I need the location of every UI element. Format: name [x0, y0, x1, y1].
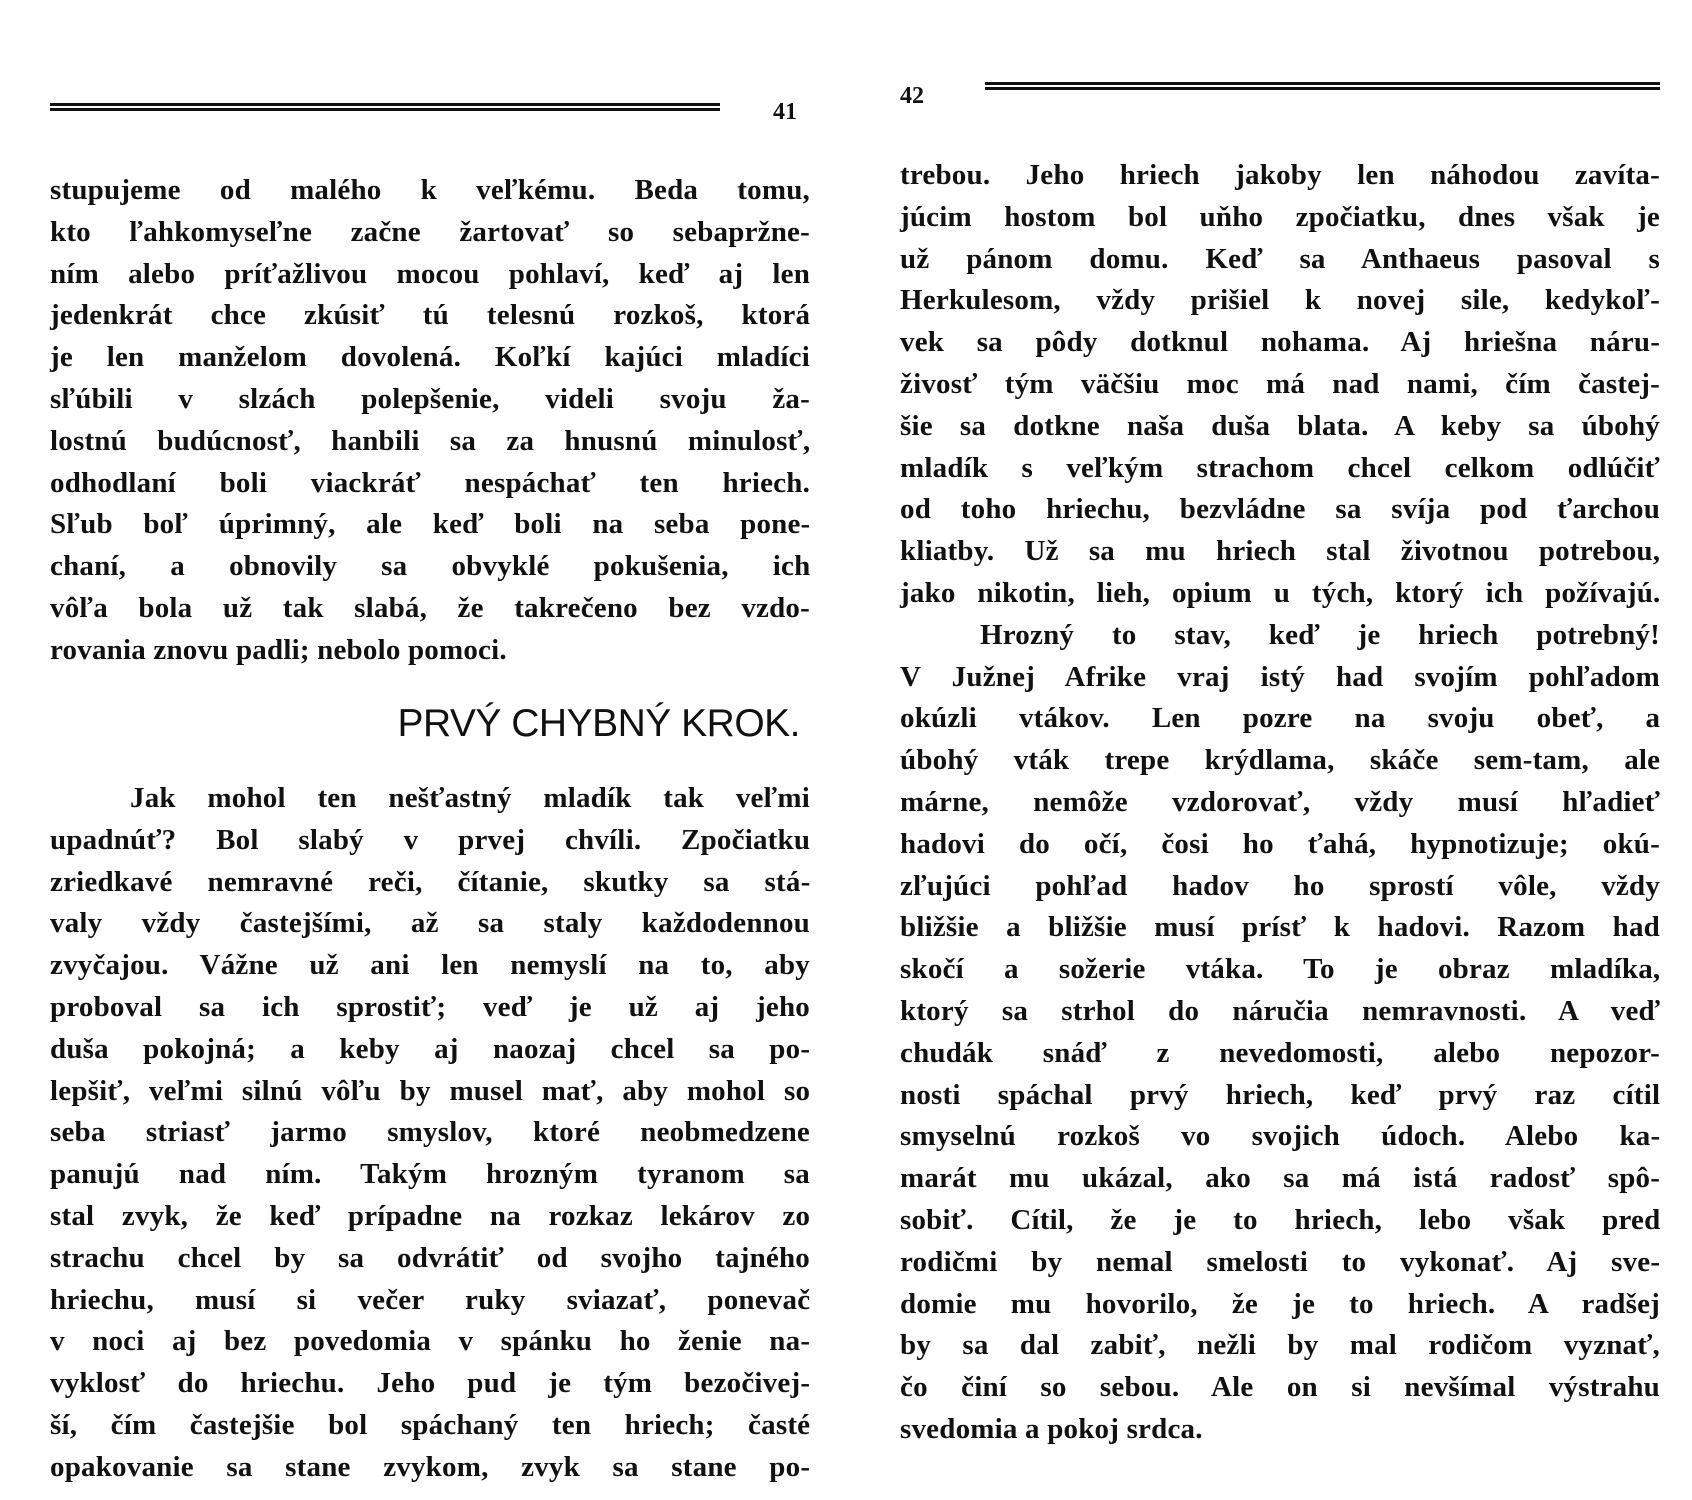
left-paragraph-1 — [50, 170, 810, 672]
text-line: sľúbili v slzách polepšenie, videli svoju ža- — [50, 382, 810, 415]
text-line: jako nikotin, lieh, opium u tých, ktorý ich požívajú. — [900, 576, 1661, 609]
text-line: mladík s veľkým strachom chcel celkom odlúčiť — [900, 451, 1660, 484]
text-line: už pánom domu. Keď sa Anthaeus pasoval s — [900, 242, 1660, 275]
text-line: trebou. Jeho hriech jakoby len náhodou zavíta- — [900, 159, 1660, 191]
text-line: chaní, a obnovily sa obvyklé pokušenia, ich — [50, 550, 811, 583]
text-line: Sľub boľ úprimný, ale keď boli na seba pone- — [50, 508, 811, 541]
text-line: ší, čím častejšie bol spáchaný ten hriech; časté — [50, 1408, 811, 1441]
text-line: panujú nad ním. Takým hrozným tyranom sa — [50, 1158, 810, 1191]
text-line: lostnú budúcnosť, hanbili sa za hnusnú minulosť, — [50, 424, 811, 457]
page-number: 41 — [773, 99, 797, 125]
text-line: upadnúť? Bol slabý v prvej chvíli. Zpočiatku — [50, 823, 811, 856]
text-line: od toho hriechu, bezvládne sa svíja pod ťarchou — [900, 493, 1661, 526]
text-line: V Južnej Afrike vraj istý had svojím pohľadom — [900, 660, 1660, 693]
text-line: Herkulesom, vždy prišiel k novej sile, kedykoľ- — [900, 284, 1660, 317]
text-line: odhodlaní boli viackráť nespáchať ten hriech. — [50, 466, 811, 499]
text-line: zľujúci pohľad hadov ho sprostí vôle, vždy — [900, 869, 1661, 902]
text-line: proboval sa ich sprostiť; veď je už aj jeho — [50, 990, 810, 1023]
text-line: vek sa pôdy dotknul nohama. Aj hriešna náru- — [900, 326, 1661, 359]
text-line: kto ľahkomyseľne začne žartovať so sebapržne- — [50, 215, 810, 248]
text-line: v noci aj bez povedomia v spánku ho ženie na- — [50, 1325, 811, 1358]
text-line: strachu chcel by sa odvrátiť od svojho tajného — [50, 1241, 810, 1274]
text-line: Hrozný to stav, keď je hriech potrebný! — [980, 618, 1660, 651]
text-line: smyselnú rozkoš vo svojich údoch. Alebo ka- — [900, 1120, 1661, 1153]
text-line: duša pokojná; a keby aj naozaj chcel sa po- — [50, 1032, 811, 1065]
text-line: šie sa dotkne naša duša blata. A keby sa úbohý — [900, 409, 1660, 442]
text-line: rovania znovu padli; nebolo pomoci. — [50, 633, 507, 666]
text-line: vyklosť do hriechu. Jeho pud je tým bezočivej- — [50, 1367, 811, 1400]
text-line: čo činí so sebou. Ale on si nevšímal výstrahu — [900, 1371, 1660, 1404]
text-line: bližšie a bližšie musí prísť k hadovi. Razom had — [900, 911, 1660, 944]
text-line: marát mu ukázal, ako sa má istá radosť spô- — [900, 1162, 1661, 1195]
text-line: lepšiť, veľmi silnú vôľu by musel mať, aby mohol so — [50, 1074, 811, 1107]
right-text — [900, 155, 1660, 1451]
text-line: rodičmi by nemal smelosti to vykonať. Aj sve- — [900, 1245, 1661, 1278]
text-line: zvyčajou. Vážne už ani len nemyslí na to, aby — [50, 949, 810, 982]
text-line: hriechu, musí si večer ruky sviazať, ponevač — [50, 1283, 811, 1316]
text-line: jedenkrát chce zkúsiť tú telesnú rozkoš, ktorá — [50, 299, 811, 332]
text-line: kliatby. Už sa mu hriech stal životnou potrebou, — [900, 535, 1661, 568]
text-line: úbohý vták trepe krýdlama, skáče sem-tam, ale — [900, 744, 1661, 777]
text-line: ním alebo príťažlivou mocou pohlaví, keď aj len — [50, 257, 811, 290]
text-line: márne, nemôže vzdorovať, vždy musí hľadieť — [900, 785, 1661, 818]
text-line: svedomia a pokoj srdca. — [900, 1412, 1203, 1445]
text-line: hadovi do očí, čosi ho ťahá, hypnotizuje; okú- — [900, 827, 1660, 860]
text-line: valy vždy častejšími, až sa staly každodennou — [50, 907, 810, 940]
text-line: domie mu hovorilo, že je to hriech. A radšej — [900, 1287, 1660, 1320]
text-line: nosti spáchal prvý hriech, keď prvý raz cítil — [900, 1078, 1661, 1111]
text-line: je len manželom dovolená. Koľkí kajúci mladíci — [50, 341, 810, 374]
text-line: skočí a sožerie vtáka. To je obraz mladíka, — [900, 953, 1661, 986]
page-number: 42 — [900, 83, 924, 109]
header-double-rule — [985, 82, 1660, 90]
text-line: ktorý sa strhol do náručia nemravnosti. A veď — [900, 994, 1660, 1027]
text-line: chudák snáď z nevedomosti, alebo nepozor- — [900, 1036, 1660, 1069]
text-line: stupujeme od malého k veľkému. Beda tomu, — [50, 174, 810, 206]
text-line: seba striasť jarmo smyslov, ktoré neobmedzene — [50, 1116, 810, 1149]
left-paragraph-2 — [50, 778, 810, 1489]
text-line: by sa dal zabiť, nežli by mal rodičom vyznať, — [900, 1329, 1660, 1362]
text-line: sobiť. Cítil, že je to hriech, lebo však pred — [900, 1203, 1661, 1236]
text-line: stal zvyk, že keď prípadne na rozkaz lekárov zo — [50, 1199, 811, 1232]
text-line: zriedkavé nemravné reči, čítanie, skutky sa stá- — [50, 865, 811, 898]
header-double-rule — [50, 103, 720, 111]
text-line: okúzli vtákov. Len pozre na svoju obeť, a — [900, 702, 1661, 735]
section-heading: PRVÝ CHYBNÝ KROK. — [397, 702, 800, 745]
text-line: Jak mohol ten nešťastný mladík tak veľmi — [130, 782, 810, 814]
text-line: opakovanie sa stane zvykom, zvyk sa stane po- — [50, 1450, 811, 1483]
text-line: vôľa bola už tak slabá, že takrečeno bez vzdo- — [50, 591, 810, 624]
text-line: živosť tým väčšiu moc má nad nami, čím častej- — [900, 367, 1660, 400]
text-line: júcim hostom bol uňho zpočiatku, dnes však je — [900, 200, 1660, 233]
